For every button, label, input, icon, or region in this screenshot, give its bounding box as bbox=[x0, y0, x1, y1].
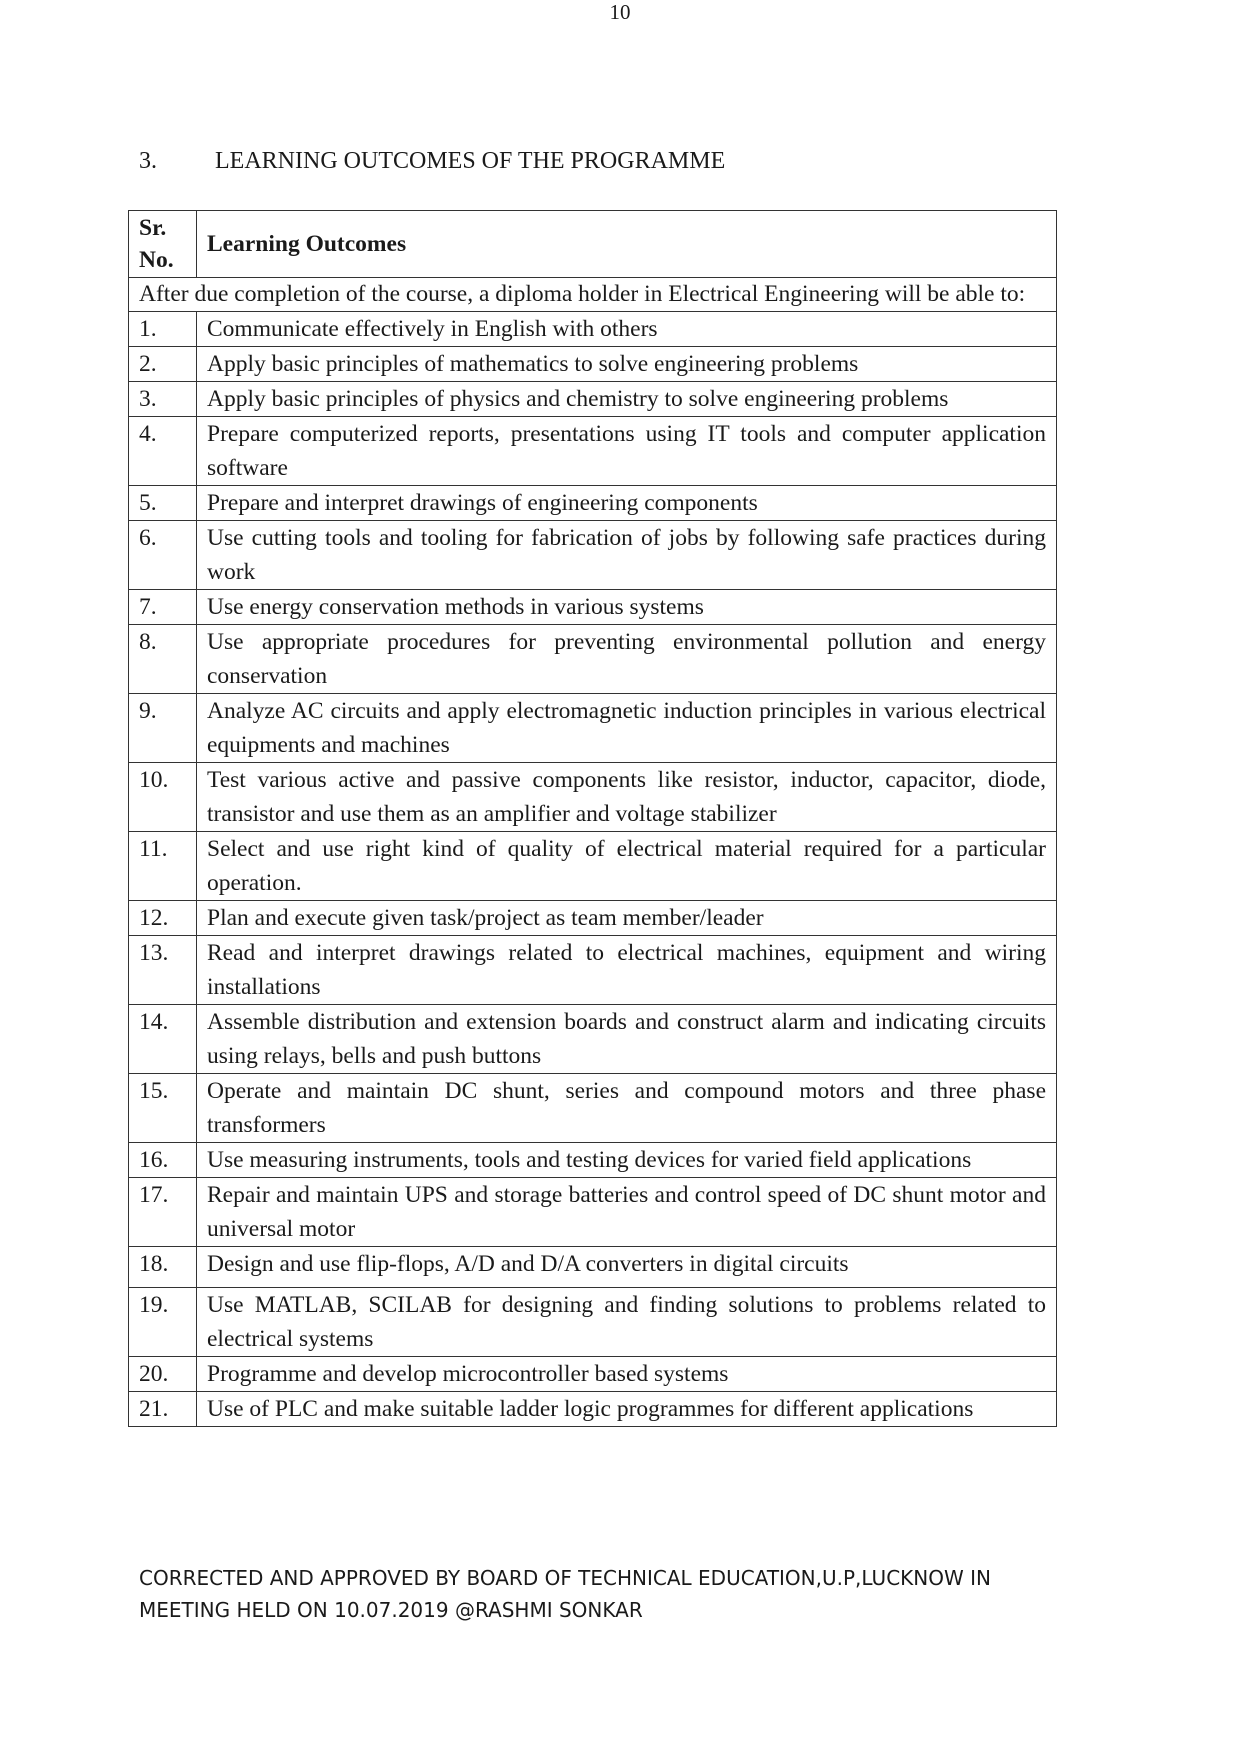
table-row bbox=[129, 1074, 1057, 1143]
row-number: 10. bbox=[129, 763, 197, 832]
table-row bbox=[129, 486, 1057, 521]
intro-text: After due completion of the course, a diploma holder in Electrical Engineering will be able to: bbox=[129, 278, 1057, 312]
row-number: 15. bbox=[129, 1074, 197, 1143]
row-outcome: Test various active and passive components like resistor, inductor, capacitor, diode, transistor and use them as an amplifier and voltage stabilizer bbox=[197, 763, 1057, 832]
row-number: 19. bbox=[129, 1288, 197, 1357]
row-number: 1. bbox=[129, 312, 197, 347]
table-intro-row bbox=[129, 278, 1057, 312]
row-outcome: Plan and execute given task/project as team member/leader bbox=[197, 901, 1057, 936]
row-outcome: Assemble distribution and extension boards and construct alarm and indicating circuits using relays, bells and push buttons bbox=[197, 1005, 1057, 1074]
row-outcome: Use MATLAB, SCILAB for designing and finding solutions to problems related to electrical systems bbox=[197, 1288, 1057, 1357]
row-outcome: Apply basic principles of mathematics to solve engineering problems bbox=[197, 347, 1057, 382]
table-row bbox=[129, 832, 1057, 901]
row-outcome: Select and use right kind of quality of electrical material required for a particular operation. bbox=[197, 832, 1057, 901]
footer-line-1: CORRECTED AND APPROVED BY BOARD OF TECHNICAL EDUCATION,U.P,LUCKNOW IN bbox=[139, 1566, 991, 1590]
row-outcome: Repair and maintain UPS and storage batteries and control speed of DC shunt motor and universal motor bbox=[197, 1178, 1057, 1247]
row-number: 17. bbox=[129, 1178, 197, 1247]
row-number: 13. bbox=[129, 936, 197, 1005]
row-outcome: Read and interpret drawings related to electrical machines, equipment and wiring installations bbox=[197, 936, 1057, 1005]
row-outcome: Analyze AC circuits and apply electromagnetic induction principles in various electrical equipments and machines bbox=[197, 694, 1057, 763]
row-outcome: Use of PLC and make suitable ladder logic programmes for different applications bbox=[197, 1392, 1057, 1427]
row-outcome: Programme and develop microcontroller based systems bbox=[197, 1357, 1057, 1392]
row-outcome: Prepare computerized reports, presentations using IT tools and computer application software bbox=[197, 417, 1057, 486]
row-number: 18. bbox=[129, 1247, 197, 1288]
section-heading bbox=[139, 146, 725, 176]
page-number: 10 bbox=[609, 0, 631, 24]
table-row bbox=[129, 312, 1057, 347]
table-row bbox=[129, 694, 1057, 763]
table-row bbox=[129, 417, 1057, 486]
footer-approval-note bbox=[139, 1562, 1099, 1626]
table-row bbox=[129, 347, 1057, 382]
row-outcome: Use measuring instruments, tools and testing devices for varied field applications bbox=[197, 1143, 1057, 1178]
section-number: 3. bbox=[139, 148, 157, 174]
row-outcome: Design and use flip-flops, A/D and D/A converters in digital circuits bbox=[197, 1247, 1057, 1288]
table-row bbox=[129, 1288, 1057, 1357]
row-number: 8. bbox=[129, 625, 197, 694]
table-row bbox=[129, 936, 1057, 1005]
row-outcome: Use appropriate procedures for preventing environmental pollution and energy conservation bbox=[197, 625, 1057, 694]
row-outcome: Prepare and interpret drawings of engineering components bbox=[197, 486, 1057, 521]
row-number: 20. bbox=[129, 1357, 197, 1392]
row-number: 14. bbox=[129, 1005, 197, 1074]
learning-outcomes-table bbox=[128, 210, 1057, 1427]
table-row bbox=[129, 763, 1057, 832]
table-row bbox=[129, 1178, 1057, 1247]
table-row bbox=[129, 590, 1057, 625]
row-number: 11. bbox=[129, 832, 197, 901]
footer-line-2: MEETING HELD ON 10.07.2019 @RASHMI SONKAR bbox=[139, 1598, 643, 1622]
table-row bbox=[129, 1247, 1057, 1288]
row-number: 12. bbox=[129, 901, 197, 936]
row-number: 3. bbox=[129, 382, 197, 417]
table-row bbox=[129, 1357, 1057, 1392]
row-number: 16. bbox=[129, 1143, 197, 1178]
row-number: 4. bbox=[129, 417, 197, 486]
section-title: LEARNING OUTCOMES OF THE PROGRAMME bbox=[215, 148, 726, 174]
row-number: 9. bbox=[129, 694, 197, 763]
row-outcome: Use energy conservation methods in various systems bbox=[197, 590, 1057, 625]
row-outcome: Communicate effectively in English with others bbox=[197, 312, 1057, 347]
header-sr-no: Sr. No. bbox=[129, 211, 197, 278]
header-learning-outcomes: Learning Outcomes bbox=[197, 211, 1057, 278]
row-number: 2. bbox=[129, 347, 197, 382]
row-outcome: Use cutting tools and tooling for fabrication of jobs by following safe practices during work bbox=[197, 521, 1057, 590]
table-row bbox=[129, 901, 1057, 936]
row-number: 5. bbox=[129, 486, 197, 521]
row-outcome: Apply basic principles of physics and chemistry to solve engineering problems bbox=[197, 382, 1057, 417]
table-row bbox=[129, 625, 1057, 694]
row-outcome: Operate and maintain DC shunt, series and compound motors and three phase transformers bbox=[197, 1074, 1057, 1143]
table-row bbox=[129, 382, 1057, 417]
table-row bbox=[129, 1005, 1057, 1074]
table-header-row bbox=[129, 211, 1057, 278]
row-number: 6. bbox=[129, 521, 197, 590]
row-number: 21. bbox=[129, 1392, 197, 1427]
row-number: 7. bbox=[129, 590, 197, 625]
table-row bbox=[129, 1143, 1057, 1178]
table-row bbox=[129, 521, 1057, 590]
table-row bbox=[129, 1392, 1057, 1427]
